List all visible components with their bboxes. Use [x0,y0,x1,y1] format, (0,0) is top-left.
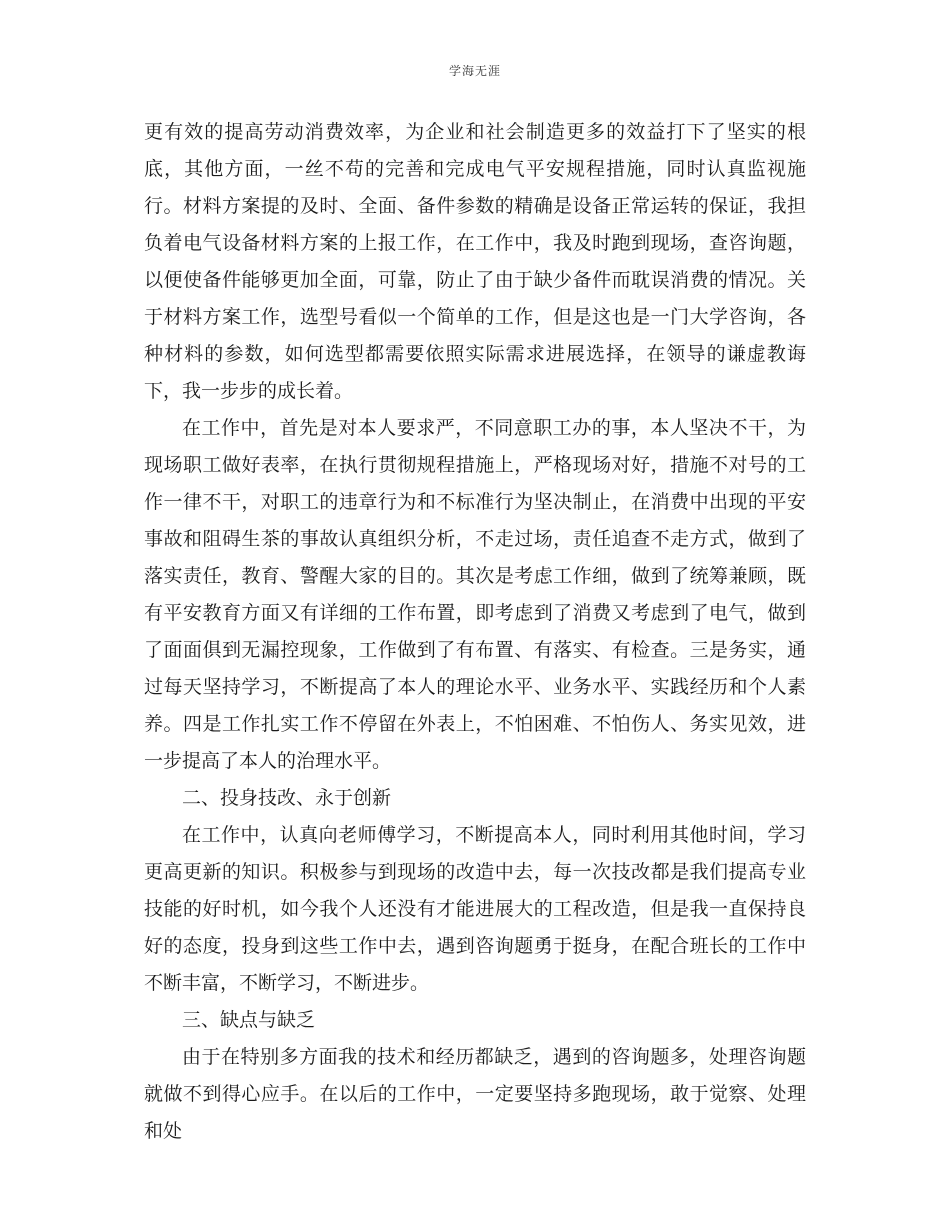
document-body [144,114,806,1150]
section-heading-2: 二、投身技改、永于创新 [182,787,392,809]
section-heading-3: 三、缺点与缺乏 [182,1009,316,1031]
paragraph-2: 在工作中，首先是对本人要求严，不同意职工办的事，本人坚决不干，为现场职工做好表率，在执行贯彻规程措施上，严格现场对好，措施不对号的工作一律不干，对职工的违章行为和不标准行为坚决制止，在消费中出现的平安事故和阻碍生茶的事故认真组织分析，不走过场，责任追查不走方式，做到了落实责任，教育、警醒大家的目的。其次是考虑工作细，做到了统筹兼顾，既有平安教育方面又有详细的工作布置，即考虑到了消费又考虑到了电气，做到了面面俱到无漏控现象，工作做到了有布置、有落实、有检查。三是务实，通过每天坚持学习，不断提高了本人的理论水平、业务水平、实践经历和个人素养。四是工作扎实工作不停留在外表上，不怕困难、不怕伤人、务实见效，进一步提高了本人的治理水平。 [144,417,806,772]
paragraph-4: 由于在特别多方面我的技术和经历都缺乏，遇到的咨询题多，处理咨询题就做不到得心应手。在以后的工作中，一定要坚持多跑现场，敢于觉察、处理和处 [144,1046,806,1142]
paragraph-3: 在工作中，认真向老师傅学习，不断提高本人，同时利用其他时间，学习更高更新的知识。积极参与到现场的改造中去，每一次技改都是我们提高专业技能的好时机，如今我个人还没有才能进展大的工程改造，但是我一直保持良好的态度，投身到这些工作中去，遇到咨询题勇于挺身，在配合班长的工作中不断丰富，不断学习，不断进步。 [144,824,806,994]
paragraph-1: 更有效的提高劳动消费效率，为企业和社会制造更多的效益打下了坚实的根底，其他方面，一丝不苟的完善和完成电气平安规程措施，同时认真监视施行。材料方案提的及时、全面、备件参数的精确是设备正常运转的保证，我担负着电气设备材料方案的上报工作，在工作中，我及时跑到现场，查咨询题，以便使备件能够更加全面，可靠，防止了由于缺少备件而耽误消费的情况。关于材料方案工作，选型号看似一个简单的工作，但是这也是一门大学咨询，各种材料的参数，如何选型都需要依照实际需求进展选择，在领导的谦虚教诲下，我一步步的成长着。 [144,121,806,402]
page-header: 学海无涯 [448,64,501,78]
